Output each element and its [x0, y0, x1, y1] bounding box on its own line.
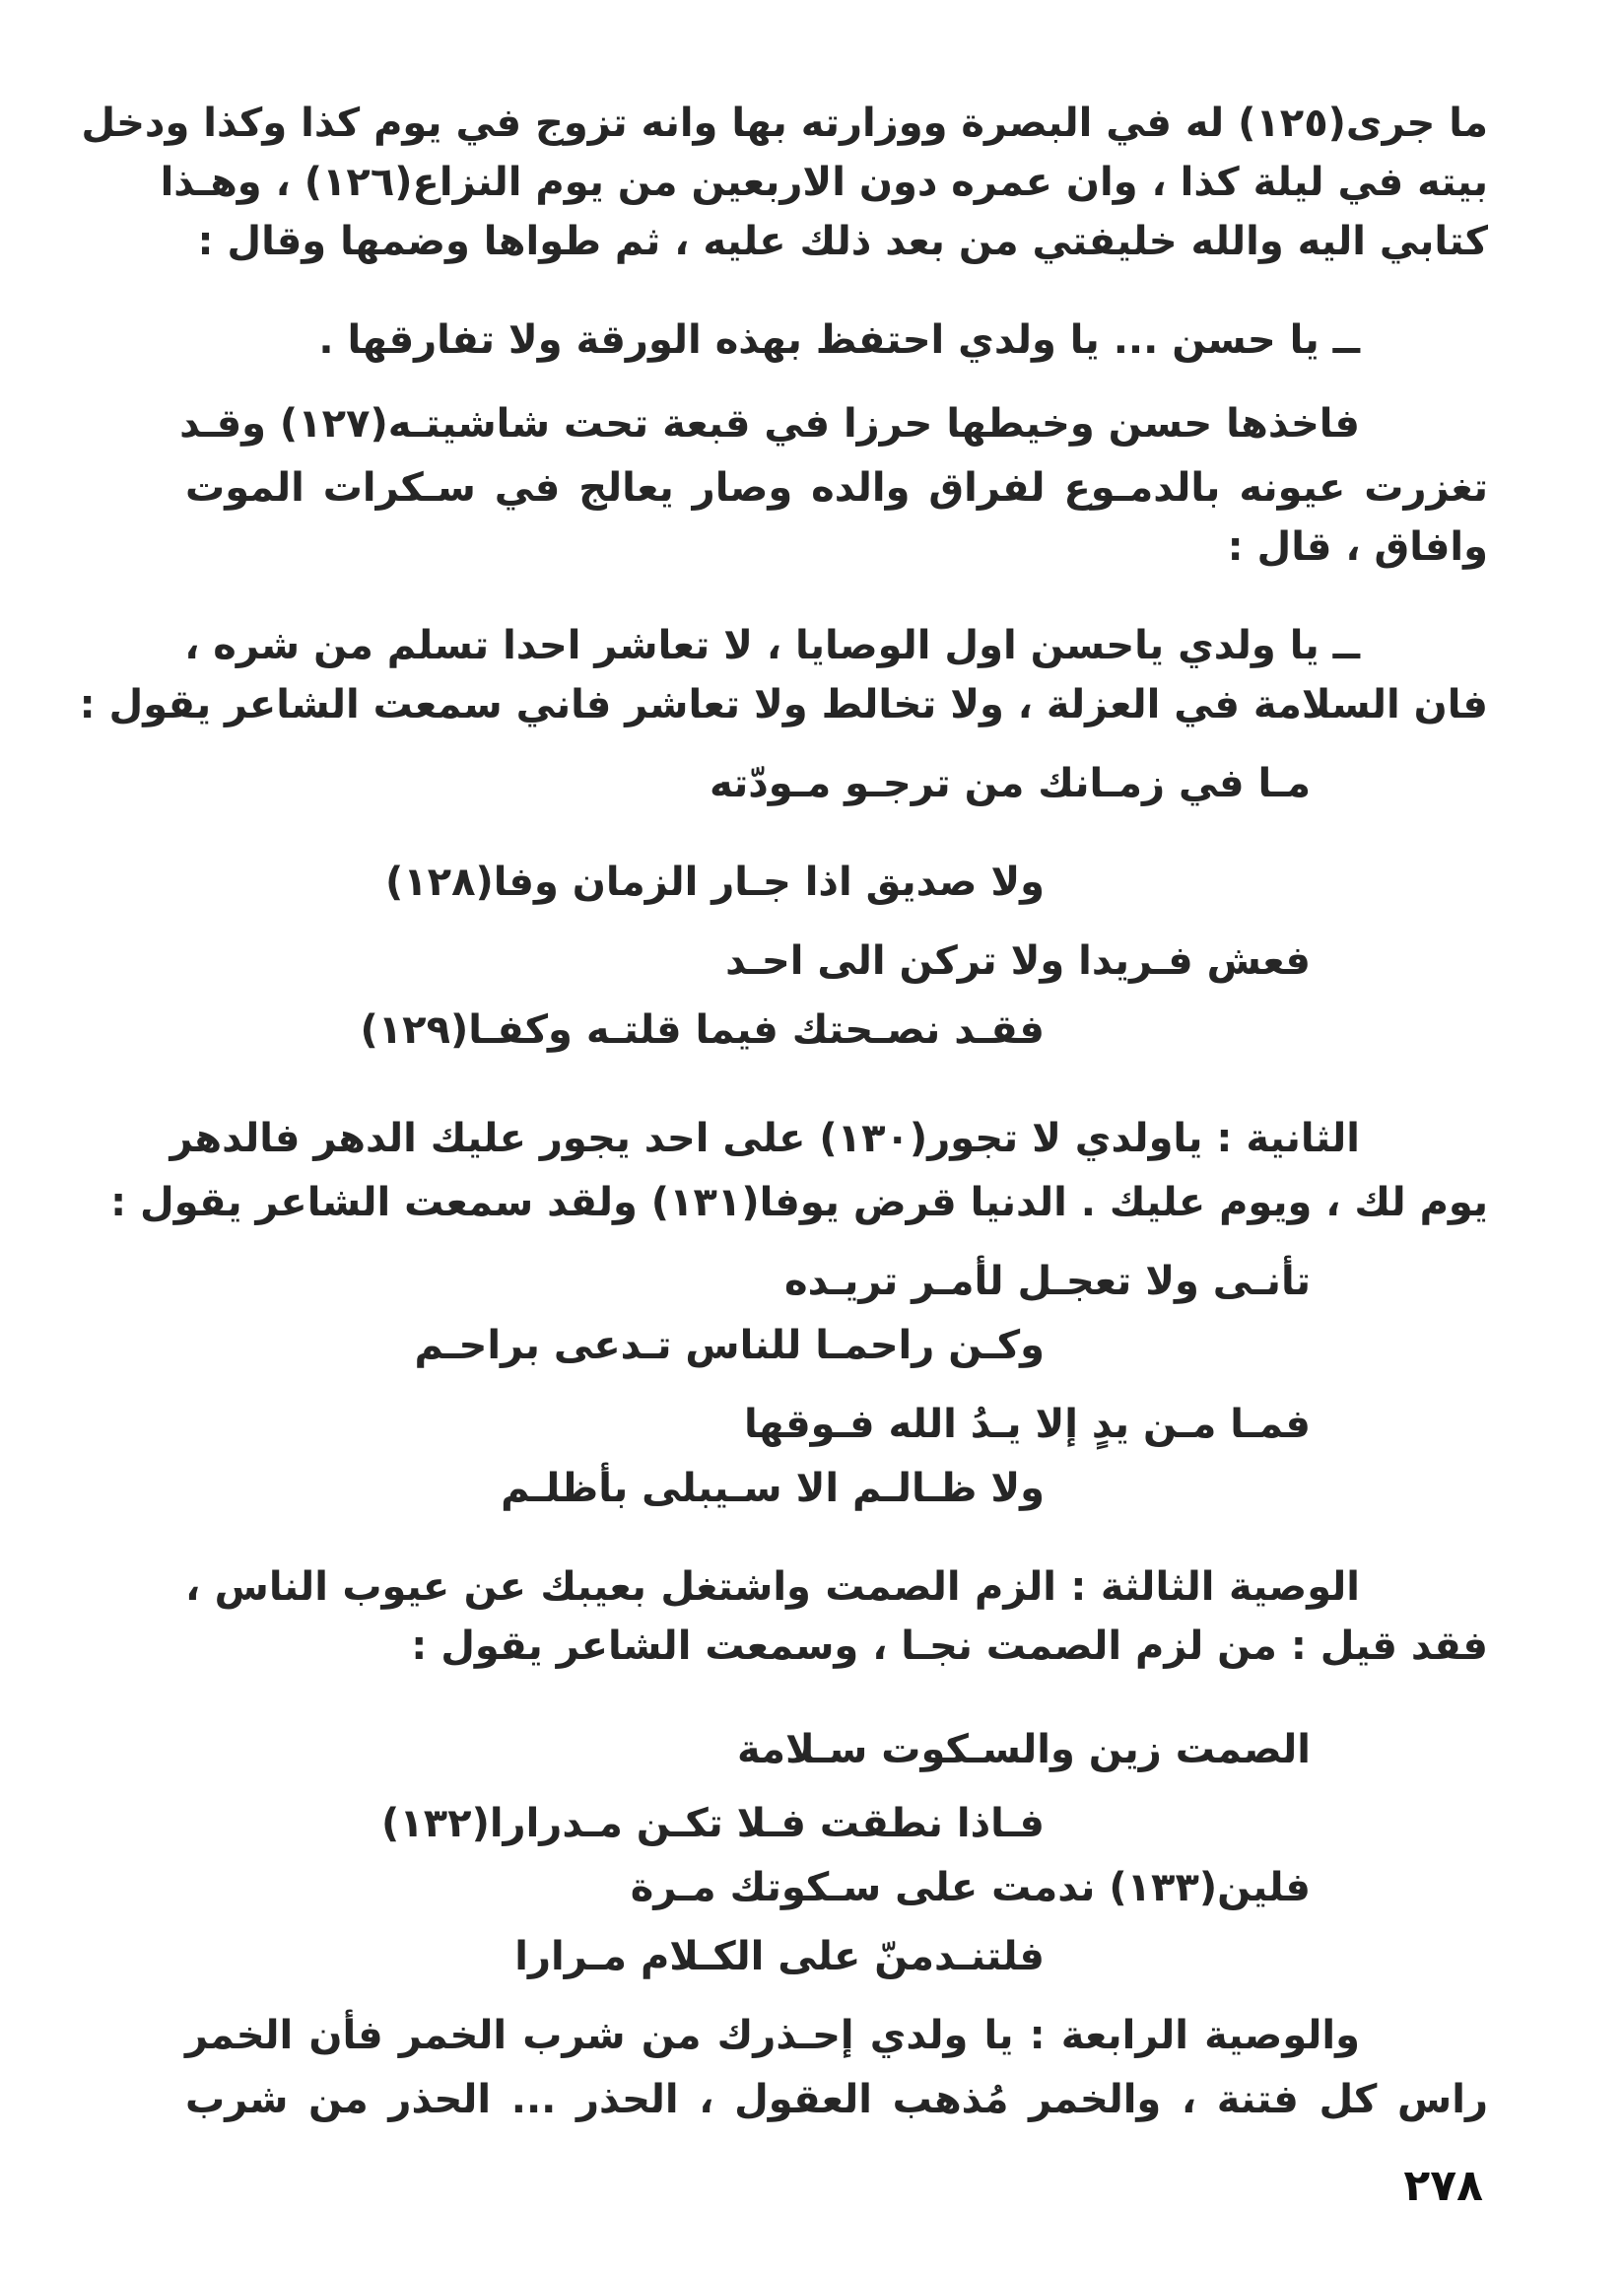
paragraph-line: كتابي اليه والله خليفتي من بعد ذلك عليه ، ثم طواها وضمها وقال : — [197, 219, 1488, 264]
paragraph-line: بيته في ليلة كذا ، وان عمره دون الاربعين من يوم النزاع(١٢٦) ، وهـذا — [160, 160, 1488, 205]
paragraph-line: يوم لك ، ويوم عليك . الدنيا قرض يوفا(١٣١) ولقد سمعت الشاعر يقول : — [110, 1180, 1488, 1225]
paragraph-line: ما جرى(١٢٥) له في البصرة ووزارته بها وانه تزوج في يوم كذا وكذا ودخل — [81, 101, 1488, 146]
verse-hemistich-second: فقـد نصـحتك فيما قلتـه وكفـا(١٢٩) — [360, 1007, 1045, 1053]
verse-hemistich-first: الصمت زين والسـكوت سـلامة — [736, 1727, 1311, 1772]
paragraph-line: الوصية الثالثة : الزم الصمت واشتغل بعيبك عن عيوب الناس ، — [185, 1564, 1360, 1610]
verse-hemistich-first: مـا في زمـانك من ترجـو مـودّته — [709, 761, 1311, 806]
dialogue-line: ــ يا ولدي ياحسن اول الوصايا ، لا تعاشر احدا تسلم من شره ، — [184, 623, 1360, 668]
verse-hemistich-second: ولا صديق اذا جـار الزمان وفا(١٢٨) — [384, 860, 1045, 905]
paragraph-line: فاخذها حسن وخيطها حرزا في قبعة تحت شاشيتـه(١٢٧) وقـد — [179, 401, 1360, 447]
verse-hemistich-second: وكـن راحمـا للناس تـدعى براحـم — [414, 1323, 1045, 1368]
page-number: ٢٧٨ — [1403, 2161, 1483, 2211]
verse-hemistich-first: فمـا مـن يدٍ إلا يـدُ الله فـوقها — [744, 1402, 1311, 1447]
paragraph-line: الثانية : ياولدي لا تجور(١٣٠) على احد يجور عليك الدهر فالدهر — [169, 1116, 1360, 1161]
paragraph-line: والوصية الرابعة : يا ولدي إحـذرك من شرب الخمر فأن الخمر — [185, 2013, 1360, 2058]
verse-hemistich-first: فعش فـريدا ولا تركن الى احـد — [725, 938, 1311, 984]
dialogue-line: ــ يا حسن ... يا ولدي احتفظ بهذه الورقة ولا تفارقها . — [318, 317, 1360, 363]
verse-hemistich-second: ولا ظـالـم الا سـيبلى بأظلـم — [501, 1466, 1045, 1511]
verse-hemistich-second: فـاذا نطقت فـلا تكـن مـدرارا(١٣٢) — [381, 1801, 1045, 1846]
paragraph-line: فقد قيل : من لزم الصمت نجـا ، وسمعت الشاعر يقول : — [411, 1623, 1488, 1669]
verse-hemistich-first: فلين(١٣٣) ندمت على سـكوتك مـرة — [630, 1865, 1311, 1910]
paragraph-line: راس كل فتنة ، والخمر مُذهب العقول ، الحذر ... الحذر من شرب — [185, 2077, 1488, 2122]
verse-hemistich-first: تأنـى ولا تعجـل لأمـر تريـده — [783, 1259, 1311, 1304]
paragraph-line: فان السلامة في العزلة ، ولا تخالط ولا تعاشر فاني سمعت الشاعر يقول : — [79, 682, 1488, 727]
paragraph-line: تغزرت عيونه بالدمـوع لفراق والده وصار يعالج في سـكرات الموت — [185, 465, 1488, 511]
paragraph-line: وافاق ، قال : — [1227, 524, 1488, 570]
verse-hemistich-second: فلتنـدمنّ على الكـلام مـرارا — [514, 1934, 1045, 1979]
